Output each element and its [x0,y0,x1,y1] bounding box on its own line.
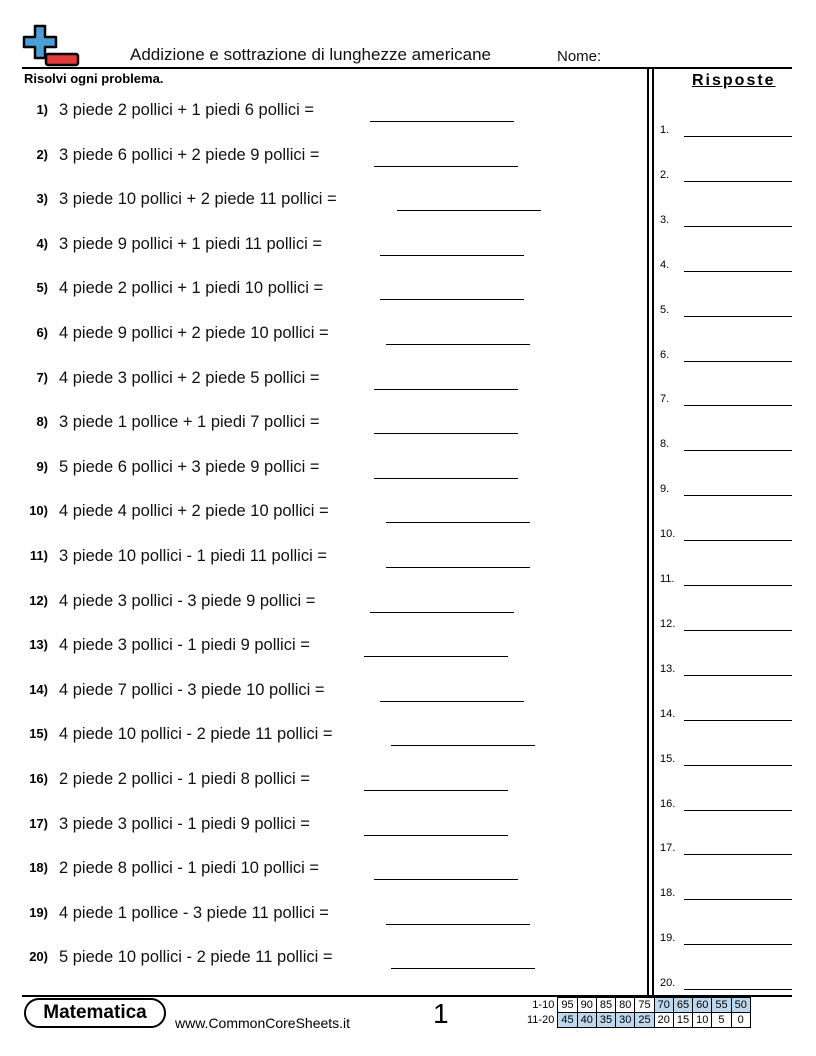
answer-key-label: 9. [660,483,670,496]
score-table [527,997,751,1028]
answer-blank[interactable] [386,924,530,925]
answer-key-item [660,256,792,276]
answer-blank[interactable] [364,835,508,836]
problem-item [0,235,640,259]
problem-expression: 4 piede 3 pollici + 2 piede 5 pollici = [59,368,320,387]
answer-key-line[interactable] [684,720,792,721]
score-cell: 20 [654,1013,673,1028]
problem-expression: 3 piede 1 pollice + 1 piedi 7 pollici = [59,413,320,432]
problem-number: 6) [36,325,48,340]
score-cell: 10 [693,1013,712,1028]
answer-blank[interactable] [386,344,530,345]
problem-item [0,815,640,839]
score-cell: 75 [635,998,654,1013]
problem-number: 15) [29,726,48,742]
answer-key-label: 17. [660,842,676,855]
score-cell: 80 [616,998,635,1013]
problem-expression: 2 piede 8 pollici - 1 piedi 10 pollici = [59,859,320,878]
score-cell: 35 [596,1013,615,1028]
problem-number: 17) [29,815,48,831]
answer-blank[interactable] [397,210,541,211]
answer-key-line[interactable] [684,181,792,182]
answer-blank[interactable] [374,389,518,390]
score-cell: 0 [731,1013,750,1028]
answer-blank[interactable] [370,121,514,122]
answer-key-label: 15. [660,752,676,765]
answer-key-line[interactable] [684,136,792,137]
plus-minus-logo-icon [22,24,80,68]
answer-key-label: 12. [660,617,676,630]
answer-key-item [660,525,792,545]
problem-expression: 3 piede 10 pollici - 1 piedi 11 pollici = [59,547,327,565]
answer-key-item [660,615,792,635]
answer-key-line[interactable] [684,405,792,406]
score-cell: 5 [712,1013,731,1028]
answer-blank[interactable] [386,567,530,568]
answer-blank[interactable] [374,433,518,434]
problem-item [0,502,640,526]
answer-key-line[interactable] [684,810,792,811]
answer-key-label: 20. [660,977,676,990]
header-divider [22,67,792,69]
problem-expression: 5 piede 10 pollici - 2 piede 11 pollici = [59,948,333,967]
answer-key-line[interactable] [684,495,792,496]
answer-key-label: 14. [660,707,676,720]
answer-blank[interactable] [374,478,518,479]
answer-key-label: 16. [660,797,676,810]
answer-key-item [660,121,792,141]
answer-key-item [660,795,792,815]
answer-blank[interactable] [364,656,508,657]
problem-number: 9) [36,458,48,474]
answer-key-item [660,211,792,231]
worksheet-title: Addizione e sottrazione di lunghezze americane [130,45,492,64]
problem-expression: 4 piede 1 pollice - 3 piede 11 pollici = [59,903,329,922]
answer-blank[interactable] [374,166,518,167]
site-url: www.CommonCoreSheets.it [175,1015,351,1031]
answer-blank[interactable] [386,522,530,523]
answer-key-item [660,301,792,321]
answer-key-item [660,346,792,366]
problem-item [0,681,640,705]
answer-column-divider-inner [652,67,654,996]
answer-key-line[interactable] [684,765,792,766]
answer-key-label: 5. [660,303,670,316]
answer-key-line[interactable] [684,585,792,586]
score-row [527,1013,750,1028]
answer-key-item [660,884,792,904]
answers-heading: Risposte [692,72,776,89]
problem-expression: 3 piede 6 pollici + 2 piede 9 pollici = [59,145,320,164]
answer-key-item [660,166,792,186]
problem-item [0,904,640,928]
answer-key-label: 11. [660,573,675,585]
problem-expression: 4 piede 10 pollici - 2 piede 11 pollici = [59,725,333,744]
problem-item [0,770,640,794]
problem-item [0,636,640,660]
answer-key-label: 6. [660,348,670,361]
answer-key-line[interactable] [684,989,792,990]
answer-blank[interactable] [391,745,535,746]
answer-key-line[interactable] [684,271,792,272]
problem-item [0,101,640,125]
score-cell: 25 [635,1013,654,1028]
problem-expression: 4 piede 3 pollici - 1 piedi 9 pollici = [59,636,310,655]
answer-key-label: 13. [660,662,676,675]
problem-item [0,725,640,749]
problem-item [0,324,640,348]
problem-expression: 4 piede 2 pollici + 1 piedi 10 pollici = [59,279,324,298]
answer-key-label: 19. [660,932,676,945]
problem-item [0,369,640,393]
score-cell: 90 [577,998,596,1013]
problem-number: 4) [36,235,48,251]
answer-blank[interactable] [380,701,524,702]
problem-item [0,592,640,616]
problem-number: 11) [29,548,48,563]
answer-blank[interactable] [391,968,535,969]
answer-key-item [660,750,792,770]
problem-item [0,146,640,170]
problem-number: 10) [29,503,48,519]
answer-key-item [660,570,792,590]
problem-item [0,859,640,883]
score-cell: 40 [577,1013,596,1028]
problem-number: 19) [29,904,48,920]
answer-key-label: 2. [660,168,670,181]
answer-key-line[interactable] [684,226,792,227]
answer-key-label: 18. [660,887,676,900]
score-cell: 15 [673,1013,692,1028]
answer-blank[interactable] [380,255,524,256]
problem-item [0,458,640,482]
answer-key-item [660,705,792,725]
problem-number: 1) [36,102,48,117]
score-row-label: 1-10 [532,999,555,1011]
answer-key-line[interactable] [684,899,792,900]
problem-expression: 3 piede 10 pollici + 2 piede 11 pollici = [59,190,337,209]
answer-key-label: 10. [660,528,676,541]
problem-item [0,948,640,972]
score-cell: 65 [673,998,692,1013]
answer-blank[interactable] [380,299,524,300]
problem-number: 18) [29,860,48,876]
score-row [527,998,750,1013]
score-cell: 95 [558,998,577,1013]
problem-expression: 3 piede 2 pollici + 1 piedi 6 pollici = [59,101,315,119]
problem-number: 5) [36,280,48,296]
answer-key-item [660,839,792,859]
page-number: 1 [433,998,449,1029]
answer-key-label: 3. [660,213,670,226]
answer-blank[interactable] [370,612,514,613]
problem-expression: 3 piede 9 pollici + 1 piedi 11 pollici = [59,234,322,253]
subject-badge: Matematica [24,998,166,1028]
answer-key-item [660,435,792,455]
problem-number: 13) [29,637,48,653]
score-cell: 85 [596,998,615,1013]
score-cell: 60 [693,998,712,1013]
problem-expression: 4 piede 9 pollici + 2 piede 10 pollici = [59,324,329,342]
problem-item [0,413,640,437]
answer-key-label: 7. [660,393,670,406]
problem-number: 20) [29,949,48,965]
problem-item [0,547,640,571]
answer-key-label: 8. [660,438,670,451]
problem-expression: 5 piede 6 pollici + 3 piede 9 pollici = [59,457,320,476]
answer-key-line[interactable] [684,944,792,945]
problem-number: 12) [29,592,48,608]
problem-item [0,279,640,303]
problem-expression: 4 piede 7 pollici - 3 piede 10 pollici = [59,680,325,699]
score-row-label: 11-20 [527,1014,555,1026]
problem-number: 3) [36,191,48,207]
problem-number: 16) [29,771,48,786]
score-cell: 30 [616,1013,635,1028]
score-cell: 55 [712,998,731,1013]
score-cell: 70 [654,998,673,1013]
answer-key-line[interactable] [684,540,792,541]
answer-key-line[interactable] [684,675,792,676]
problem-expression: 4 piede 4 pollici + 2 piede 10 pollici = [59,502,329,521]
problem-number: 8) [36,414,48,430]
problem-expression: 3 piede 3 pollici - 1 piedi 9 pollici = [59,814,310,833]
problem-number: 7) [36,369,48,385]
answer-key-line[interactable] [684,316,792,317]
answer-key-line[interactable] [684,450,792,451]
problem-number: 14) [29,681,48,697]
problem-number: 2) [36,146,48,162]
problem-expression: 2 piede 2 pollici - 1 piedi 8 pollici = [59,770,310,788]
score-cell: 45 [558,1013,577,1028]
answer-key-label: 1. [660,124,670,136]
answer-column-divider [647,67,649,996]
problem-expression: 4 piede 3 pollici - 3 piede 9 pollici = [59,591,316,610]
problem-item [0,190,640,214]
answer-key-item [660,929,792,949]
score-cell: 50 [731,998,750,1013]
answer-key-line[interactable] [684,630,792,631]
answer-blank[interactable] [364,790,508,791]
answer-key-label: 4. [660,258,670,271]
answer-key-item [660,480,792,500]
answer-key-line[interactable] [684,361,792,362]
answer-key-item [660,660,792,680]
answer-blank[interactable] [374,879,518,880]
name-label: Nome: [557,48,602,65]
instructions: Risolvi ogni problema. [24,71,164,86]
answer-key-line[interactable] [684,854,792,855]
answer-key-item [660,390,792,410]
answer-key-item [660,974,792,994]
